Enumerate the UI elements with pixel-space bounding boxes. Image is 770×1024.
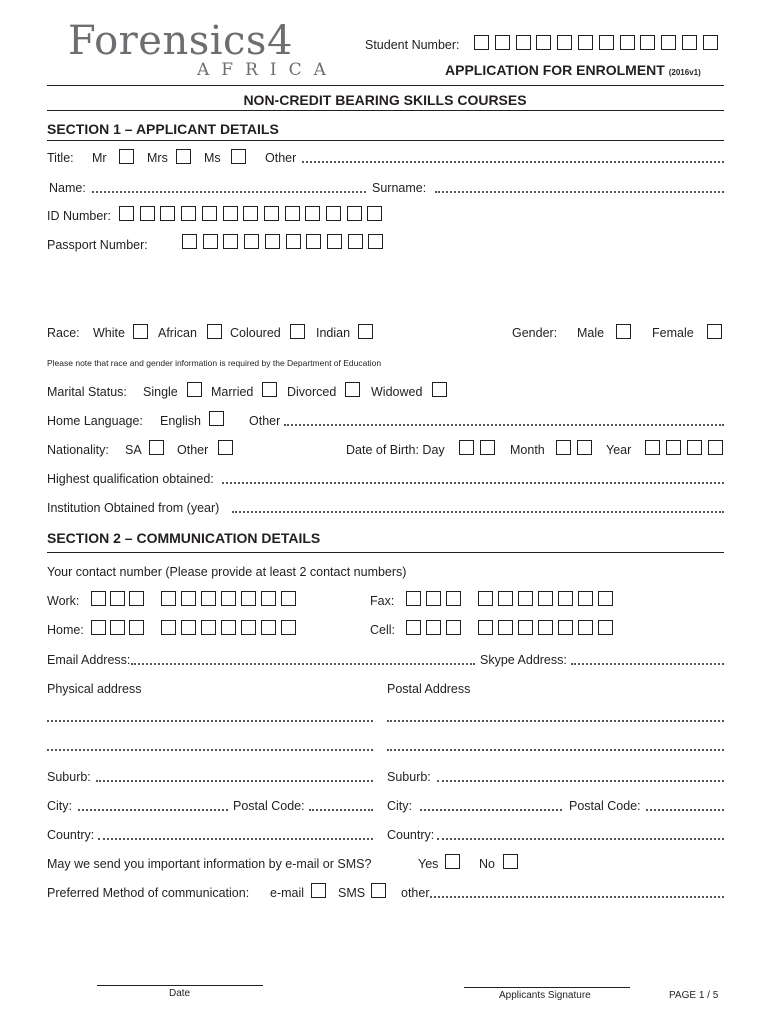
work-number-field[interactable] — [91, 591, 306, 609]
home-language-label: Home Language: — [47, 414, 143, 428]
cell-label: Cell: — [370, 623, 396, 637]
title-other-field[interactable] — [302, 161, 724, 163]
dob-day-box[interactable] — [459, 440, 474, 455]
section1-heading: SECTION 1 – APPLICANT DETAILS — [47, 121, 279, 137]
name-label: Name: — [49, 181, 86, 195]
id-number-field[interactable] — [119, 206, 391, 224]
passport-label: Passport Number: — [47, 238, 148, 252]
email-label: Email Address: — [47, 653, 131, 667]
marital-married-label: Married — [211, 385, 254, 399]
signature-line[interactable] — [464, 987, 630, 988]
skype-field[interactable] — [571, 663, 724, 665]
student-number-field[interactable] — [474, 35, 726, 53]
marital-single-checkbox[interactable] — [187, 382, 202, 397]
nationality-label: Nationality: — [47, 443, 109, 457]
gender-male-label: Male — [577, 326, 605, 340]
pref-sms-label: SMS — [338, 886, 366, 900]
id-number-label: ID Number: — [47, 209, 111, 223]
physical-suburb-field[interactable] — [96, 780, 373, 782]
dob-year-box[interactable] — [687, 440, 702, 455]
surname-field[interactable] — [435, 191, 724, 193]
race-african-checkbox[interactable] — [207, 324, 222, 339]
gender-label: Gender: — [512, 326, 558, 340]
race-white-label: White — [93, 326, 125, 340]
marital-divorced-label: Divorced — [287, 385, 337, 399]
surname-label: Surname: — [372, 181, 427, 195]
physical-city-label: City: — [47, 799, 72, 813]
divider — [47, 552, 724, 553]
skype-label: Skype Address: — [480, 653, 567, 667]
consent-yes-label: Yes — [418, 857, 439, 871]
physical-address-line-1[interactable] — [47, 720, 373, 722]
pref-other-label: other — [401, 886, 430, 900]
physical-postal-code-field[interactable] — [309, 809, 373, 811]
language-other-label: Other — [249, 414, 281, 428]
date-line[interactable] — [97, 985, 263, 986]
pref-email-label: e-mail — [270, 886, 305, 900]
physical-country-field[interactable] — [98, 838, 373, 840]
consent-yes-checkbox[interactable] — [445, 854, 460, 869]
gender-female-label: Female — [652, 326, 694, 340]
gender-female-checkbox[interactable] — [707, 324, 722, 339]
title-ms-checkbox[interactable] — [231, 149, 246, 164]
version-label: (2016v1) — [668, 68, 701, 77]
postal-postal-code-field[interactable] — [646, 809, 724, 811]
nationality-other-checkbox[interactable] — [218, 440, 233, 455]
nationality-other-label: Other — [177, 443, 209, 457]
marital-widowed-label: Widowed — [371, 385, 423, 399]
marital-married-checkbox[interactable] — [262, 382, 277, 397]
marital-status-label: Marital Status: — [47, 385, 127, 399]
postal-suburb-label: Suburb: — [387, 770, 431, 784]
race-label: Race: — [47, 326, 80, 340]
postal-address-line-2[interactable] — [387, 749, 724, 751]
postal-city-field[interactable] — [420, 809, 562, 811]
pref-sms-checkbox[interactable] — [371, 883, 386, 898]
postal-country-label: Country: — [387, 828, 435, 842]
dob-month-box[interactable] — [577, 440, 592, 455]
marital-single-label: Single — [143, 385, 178, 399]
dob-year-label: Year — [606, 443, 632, 457]
physical-country-label: Country: — [47, 828, 95, 842]
consent-question: May we send you important information by e-mail or SMS? — [47, 857, 372, 871]
preferred-method-label: Preferred Method of communication: — [47, 886, 250, 900]
section2-heading: SECTION 2 – COMMUNICATION DETAILS — [47, 530, 321, 546]
title-other-label: Other — [265, 151, 297, 165]
dob-year-box[interactable] — [666, 440, 681, 455]
postal-address-label: Postal Address — [387, 682, 471, 696]
language-english-checkbox[interactable] — [209, 411, 224, 426]
contact-intro: Your contact number (Please provide at least 2 contact numbers) — [47, 565, 407, 579]
postal-country-field[interactable] — [437, 838, 724, 840]
race-gender-note: Please note that race and gender information is required by the Department of Education — [47, 358, 382, 368]
title-mrs-checkbox[interactable] — [176, 149, 191, 164]
dob-month-box[interactable] — [556, 440, 571, 455]
language-english-label: English — [160, 414, 201, 428]
postal-city-label: City: — [387, 799, 412, 813]
title-ms-label: Ms — [204, 151, 221, 165]
consent-no-label: No — [479, 857, 495, 871]
institution-label: Institution Obtained from (year) — [47, 501, 220, 515]
postal-postal-code-label: Postal Code: — [569, 799, 641, 813]
logo-wordmark: Forensics4 — [68, 18, 293, 64]
home-label: Home: — [47, 623, 84, 637]
marital-divorced-checkbox[interactable] — [345, 382, 360, 397]
physical-city-field[interactable] — [78, 809, 228, 811]
divider — [47, 85, 724, 86]
nationality-sa-checkbox[interactable] — [149, 440, 164, 455]
title-mr-label: Mr — [92, 151, 107, 165]
marital-widowed-checkbox[interactable] — [432, 382, 447, 397]
email-field[interactable] — [131, 663, 475, 665]
divider — [47, 110, 724, 111]
pref-email-checkbox[interactable] — [311, 883, 326, 898]
physical-postal-code-label: Postal Code: — [233, 799, 305, 813]
pref-other-field[interactable] — [430, 896, 724, 898]
nationality-sa-label: SA — [125, 443, 142, 457]
dob-month-label: Month — [510, 443, 545, 457]
race-white-checkbox[interactable] — [133, 324, 148, 339]
title-mrs-label: Mrs — [147, 151, 168, 165]
cell-number-field[interactable] — [406, 620, 621, 638]
name-field[interactable] — [92, 191, 366, 193]
physical-address-label: Physical address — [47, 682, 142, 696]
institution-field[interactable] — [232, 511, 724, 513]
date-label: Date — [169, 988, 191, 999]
physical-suburb-label: Suburb: — [47, 770, 91, 784]
race-indian-checkbox[interactable] — [358, 324, 373, 339]
title-label: Title: — [47, 151, 74, 165]
fax-label: Fax: — [370, 594, 395, 608]
qualification-field[interactable] — [222, 482, 724, 484]
application-title: APPLICATION FOR ENROLMENT (2016v1) — [445, 62, 701, 78]
page-number: PAGE 1 / 5 — [669, 990, 719, 1001]
divider — [47, 140, 724, 141]
title-mr-checkbox[interactable] — [119, 149, 134, 164]
postal-address-line-1[interactable] — [387, 720, 724, 722]
signature-label: Applicants Signature — [499, 990, 591, 1001]
language-other-field[interactable] — [284, 424, 724, 426]
race-coloured-checkbox[interactable] — [290, 324, 305, 339]
logo-subtitle: AFRICA — [197, 60, 338, 80]
race-african-label: African — [158, 326, 197, 340]
fax-number-field[interactable] — [406, 591, 621, 609]
passport-number-field[interactable] — [182, 234, 392, 252]
postal-suburb-field[interactable] — [437, 780, 724, 782]
work-label: Work: — [47, 594, 80, 608]
gender-male-checkbox[interactable] — [616, 324, 631, 339]
dob-year-box[interactable] — [645, 440, 660, 455]
race-indian-label: Indian — [316, 326, 351, 340]
course-title: NON-CREDIT BEARING SKILLS COURSES — [243, 92, 527, 108]
dob-year-box[interactable] — [708, 440, 723, 455]
dob-day-label: Date of Birth: Day — [346, 443, 445, 457]
dob-day-box[interactable] — [480, 440, 495, 455]
physical-address-line-2[interactable] — [47, 749, 373, 751]
student-number-label: Student Number: — [365, 38, 460, 52]
race-coloured-label: Coloured — [230, 326, 281, 340]
consent-no-checkbox[interactable] — [503, 854, 518, 869]
home-number-field[interactable] — [91, 620, 306, 638]
qualification-label: Highest qualification obtained: — [47, 472, 214, 486]
